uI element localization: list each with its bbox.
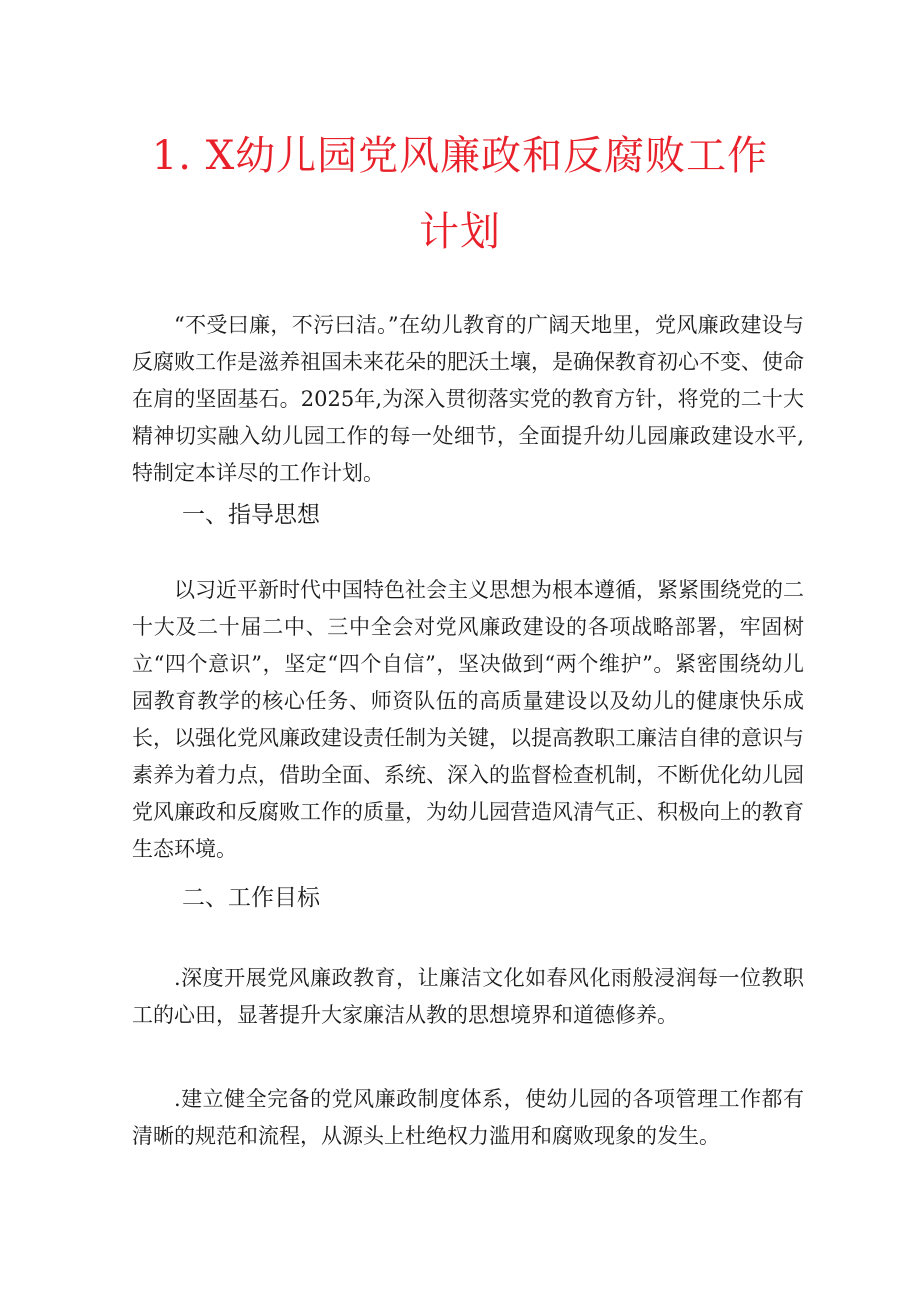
guiding-ideology-paragraph: 以习近平新时代中国特色社会主义思想为根本遵循，紧紧围绕党的二十大及二十届二中、三中全会对党风廉政建设的各项战略部署，牢固树立“四个意识”，坚定“四个自信”，坚决做到“两个维护”。紧密围绕幼儿园教育教学的核心任务、师资队伍的高质量建设以及幼儿的健康快乐成长，以强化党风廉政建设责任制为关键，以提高教职工廉洁自律的意识与素养为着力点，借助全面、系统、深入的监督检查机制，不断优化幼儿园党风廉政和反腐败工作的质量，为幼儿园营造风清气正、积极向上的教育生态环境。 <box>132 578 804 861</box>
section-heading-guiding-ideology: 一、指导思想 <box>182 502 320 528</box>
title-line-2: 计划 <box>419 209 501 255</box>
work-goal-item-1: .深度开展党风廉政教育，让廉洁文化如春风化雨般浸润每一位教职工的心田，显著提升大家廉洁从教的思想境界和道德修养。 <box>132 966 804 1027</box>
document-title <box>120 118 800 270</box>
intro-paragraph: “不受曰廉，不污曰洁。”在幼儿教育的广阔天地里，党风廉政建设与反腐败工作是滋养祖国未来花朵的肥沃土壤，是确保教育初心不变、使命在肩的坚固基石。2025年,为深入贯彻落实党的教育方针，将党的二十大精神切实融入幼儿园工作的每一处细节，全面提升幼儿园廉政建设水平,特制定本详尽的工作计划。 <box>132 313 804 485</box>
section-heading-work-goals: 二、工作目标 <box>182 885 320 911</box>
title-line-1: 1. X幼儿园党风廉政和反腐败工作 <box>151 133 769 179</box>
work-goal-item-2: .建立健全完备的党风廉政制度体系，使幼儿园的各项管理工作都有清晰的规范和流程，从源头上杜绝权力滥用和腐败现象的发生。 <box>132 1087 804 1148</box>
